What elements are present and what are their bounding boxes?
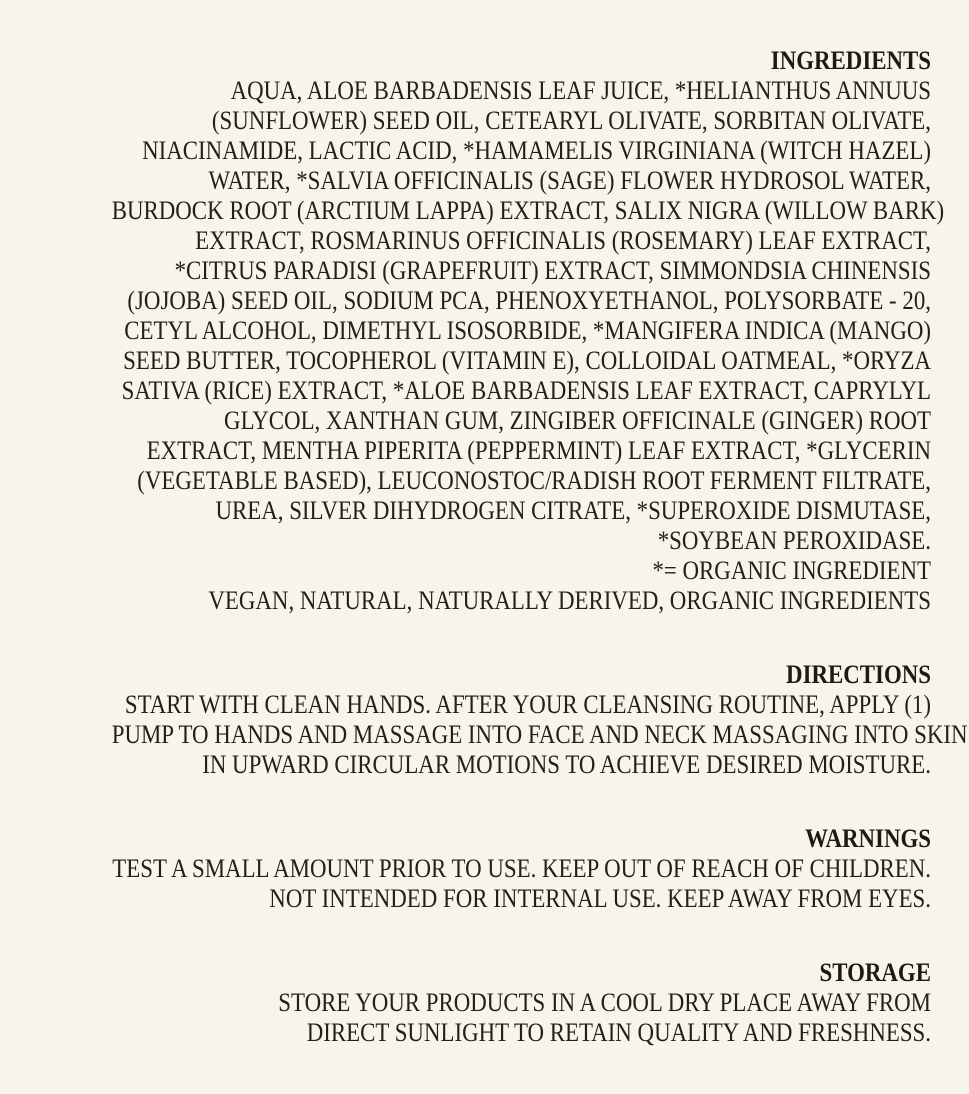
ingredients-line: CETYL ALCOHOL, DIMETHYL ISOSORBIDE, *MANGIFERA INDICA (MANGO) [124,316,931,345]
directions-line: PUMP TO HANDS AND MASSAGE INTO FACE AND NECK MASSAGING INTO SKIN [111,720,968,749]
directions-line: IN UPWARD CIRCULAR MOTIONS TO ACHIEVE DESIRED MOISTURE. [202,750,931,779]
ingredients-line: BURDOCK ROOT (ARCTIUM LAPPA) EXTRACT, SALIX NIGRA (WILLOW BARK) [111,196,945,225]
ingredients-line: (VEGETABLE BASED), LEUCONOSTOC/RADISH ROOT FERMENT FILTRATE, [137,466,932,495]
warnings-heading: WARNINGS [805,824,931,853]
ingredients-line: SATIVA (RICE) EXTRACT, *ALOE BARBADENSIS LEAF EXTRACT, CAPRYLYL [121,376,932,405]
ingredients-heading: INGREDIENTS [770,46,931,75]
storage-line: DIRECT SUNLIGHT TO RETAIN QUALITY AND FRESHNESS. [306,1018,931,1047]
section-ingredients [111,46,945,616]
ingredients-line: (JOJOBA) SEED OIL, SODIUM PCA, PHENOXYETHANOL, POLYSORBATE - 20, [127,286,932,315]
directions-line: START WITH CLEAN HANDS. AFTER YOUR CLEANSING ROUTINE, APPLY (1) [124,690,931,719]
ingredients-line: (SUNFLOWER) SEED OIL, CETEARYL OLIVATE, SORBITAN OLIVATE, [211,106,931,135]
storage-line: STORE YOUR PRODUCTS IN A COOL DRY PLACE AWAY FROM [278,988,931,1017]
ingredients-line: UREA, SILVER DIHYDROGEN CITRATE, *SUPEROXIDE DISMUTASE, [215,496,931,525]
section-storage [112,958,931,1048]
storage-heading: STORAGE [819,958,931,987]
ingredients-line: GLYCOL, XANTHAN GUM, ZINGIBER OFFICINALE (GINGER) ROOT [224,406,932,435]
warnings-line: TEST A SMALL AMOUNT PRIOR TO USE. KEEP OUT OF REACH OF CHILDREN. [112,854,931,883]
ingredients-line: SEED BUTTER, TOCOPHEROL (VITAMIN E), COLLOIDAL OATMEAL, *ORYZA [123,346,932,375]
ingredients-line: WATER, *SALVIA OFFICINALIS (SAGE) FLOWER HYDROSOL WATER, [208,166,931,195]
directions-heading: DIRECTIONS [786,660,931,689]
ingredients-line: AQUA, ALOE BARBADENSIS LEAF JUICE, *HELIANTHUS ANNUUS [230,76,932,105]
ingredients-line: EXTRACT, ROSMARINUS OFFICINALIS (ROSEMARY) LEAF EXTRACT, [195,226,932,255]
section-directions [111,660,968,780]
ingredients-line: *SOYBEAN PEROXIDASE. [657,526,931,555]
label-content [111,46,968,1048]
section-warnings [112,824,931,914]
ingredients-line: *CITRUS PARADISI (GRAPEFRUIT) EXTRACT, SIMMONDSIA CHINENSIS [174,256,932,285]
warnings-line: NOT INTENDED FOR INTERNAL USE. KEEP AWAY FROM EYES. [269,884,931,913]
product-claims-line: VEGAN, NATURAL, NATURALLY DERIVED, ORGANIC INGREDIENTS [208,586,931,615]
ingredients-line: NIACINAMIDE, LACTIC ACID, *HAMAMELIS VIRGINIANA (WITCH HAZEL) [142,136,932,165]
ingredients-line: EXTRACT, MENTHA PIPERITA (PEPPERMINT) LEAF EXTRACT, *GLYCERIN [146,436,932,465]
organic-ingredient-note: *= ORGANIC INGREDIENT [652,556,931,585]
